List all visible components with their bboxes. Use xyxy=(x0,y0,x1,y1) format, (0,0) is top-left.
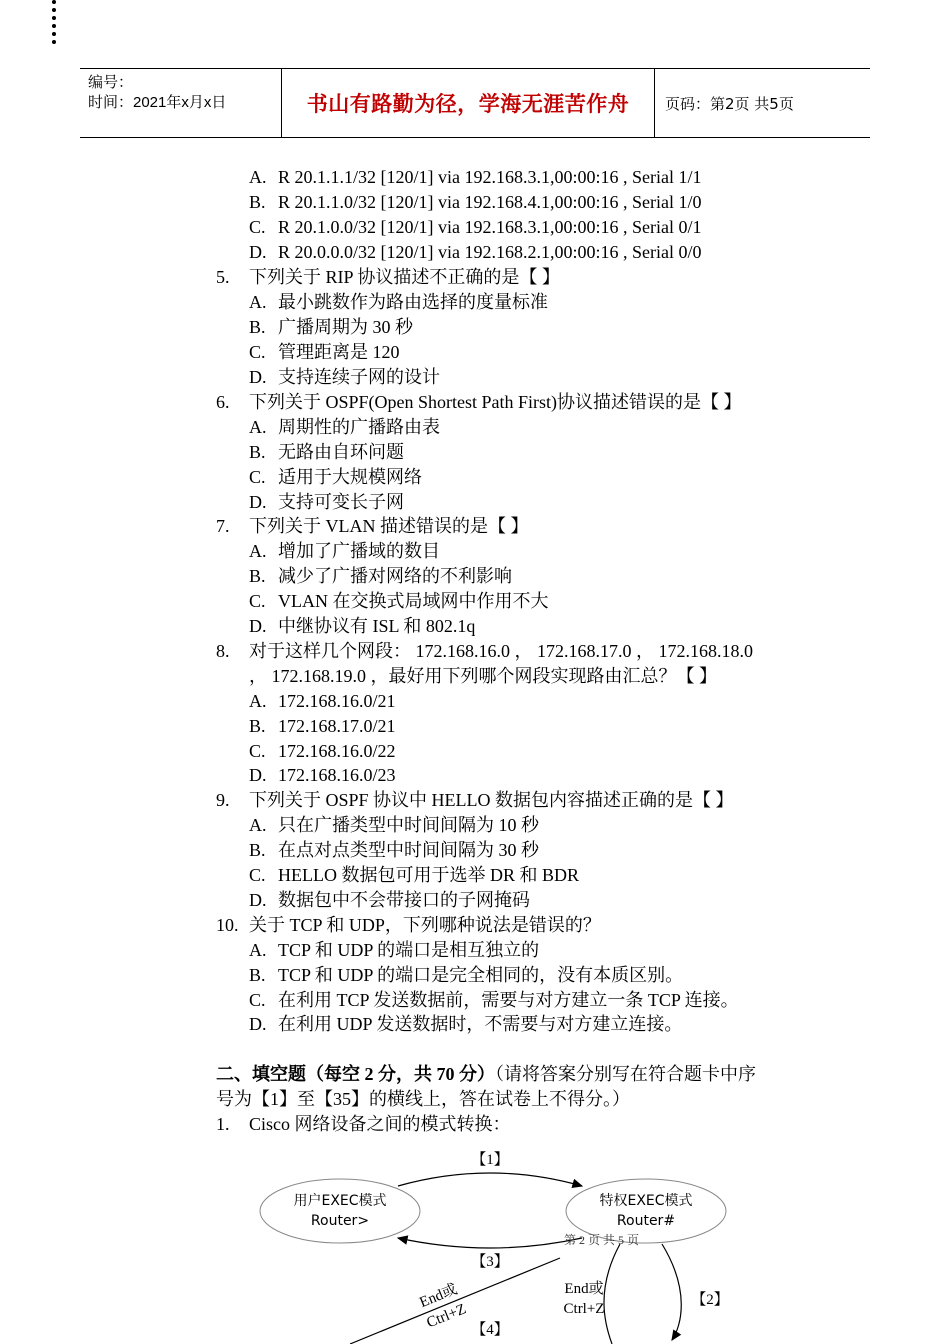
page-label: 页码：第2页 共5页 xyxy=(665,94,794,113)
motto-text: 书山有路勤为径，学海无涯苦作舟 xyxy=(306,92,630,116)
page-overlay-text: 第 2 页 共 5 页 xyxy=(564,1233,640,1247)
user-mode-label: 用户EXEC模式 xyxy=(293,1193,387,1209)
user-prompt-label: Router> xyxy=(310,1213,370,1229)
number-label: 编号： xyxy=(88,74,134,91)
section-2-heading: 二、填空题（每空 2 分，共 70 分）（请将答案分别写在符合题卡中序 xyxy=(216,1064,756,1084)
header-left xyxy=(80,69,280,137)
end-label-1: End或 xyxy=(417,1281,460,1312)
header-motto xyxy=(281,69,655,137)
blank-2: 【2】 xyxy=(691,1292,729,1308)
blank-3: 【3】 xyxy=(471,1254,509,1270)
priv-prompt-label: Router# xyxy=(616,1213,676,1229)
end-label-2: End或 xyxy=(564,1281,604,1297)
section-2-note: 号为【1】至【35】的横线上，答在试卷上不得分。） xyxy=(216,1089,630,1109)
mode-diagram xyxy=(0,1140,950,1344)
arrow-priv-to-user xyxy=(398,1238,582,1248)
header-right xyxy=(655,69,870,137)
arrow-loop-left xyxy=(604,1244,620,1344)
arrow-user-to-priv xyxy=(398,1173,582,1186)
ctrl-label-2: Ctrl+Z xyxy=(563,1301,605,1317)
blank-1: 【1】 xyxy=(471,1152,509,1168)
time-label: 时间：2021年x月x日 xyxy=(88,94,227,111)
page-header xyxy=(80,68,870,138)
binding-dots xyxy=(52,0,58,48)
ctrl-label-1: Ctrl+Z xyxy=(424,1301,469,1332)
arrow-diagonal xyxy=(350,1258,560,1344)
priv-mode-label: 特权EXEC模式 xyxy=(599,1193,693,1209)
blank-4: 【4】 xyxy=(471,1322,509,1338)
user-mode-node xyxy=(260,1179,420,1243)
arrow-loop-right xyxy=(662,1244,681,1340)
